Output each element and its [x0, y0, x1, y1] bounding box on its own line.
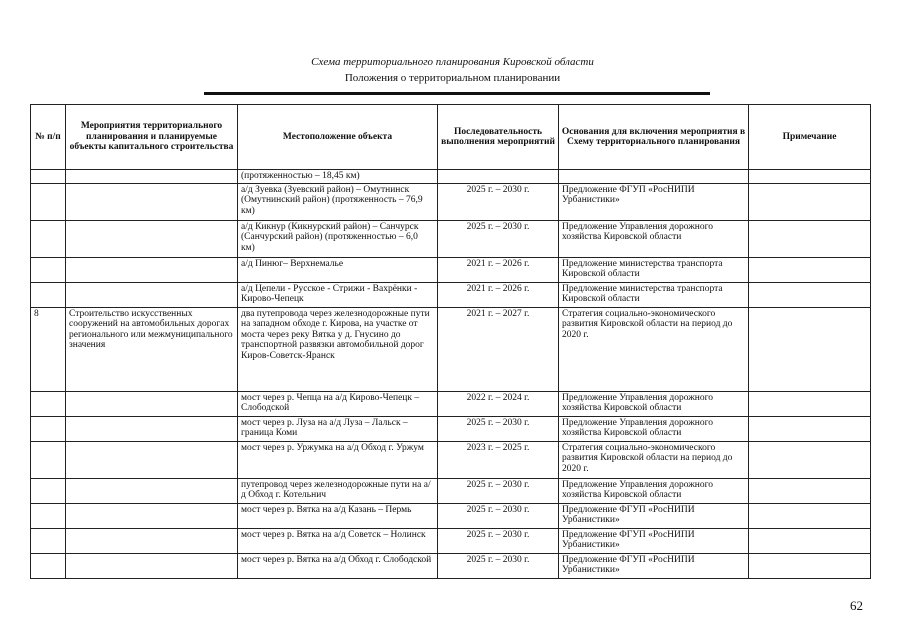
cell-note: [749, 416, 871, 441]
cell-period: 2021 г. – 2027 г.: [438, 307, 559, 391]
cell-location: мост через р. Вятка на а/д Советск – Нолинск: [238, 528, 438, 553]
cell-note: [749, 503, 871, 528]
cell-basis: Предложение ФГУП «РосНИПИ Урбанистики»: [559, 503, 749, 528]
cell-number: [31, 478, 66, 503]
cell-basis: Предложение Управления дорожного хозяйства Кировской области: [559, 391, 749, 416]
cell-activity: [66, 553, 238, 578]
cell-number: [31, 282, 66, 307]
column-header-note: Примечание: [749, 105, 871, 170]
cell-number: [31, 503, 66, 528]
cell-activity: [66, 220, 238, 257]
cell-note: [749, 478, 871, 503]
cell-location: мост через р. Уржумка на а/д Обход г. Уржум: [238, 441, 438, 478]
cell-location: мост через р. Луза на а/д Луза – Лальск – граница Коми: [238, 416, 438, 441]
cell-activity: [66, 391, 238, 416]
table-row: [31, 170, 871, 184]
table-row: [31, 257, 871, 282]
cell-note: [749, 391, 871, 416]
cell-basis: [559, 170, 749, 184]
cell-note: [749, 183, 871, 220]
cell-number: 8: [31, 307, 66, 391]
table-row: [31, 553, 871, 578]
cell-note: [749, 307, 871, 391]
table-row: [31, 503, 871, 528]
cell-basis: Стратегия социально-экономического развития Кировской области на период до 2020 г.: [559, 441, 749, 478]
cell-note: [749, 220, 871, 257]
cell-location: путепровод через железнодорожные пути на а/д Обход г. Котельнич: [238, 478, 438, 503]
cell-basis: Предложение ФГУП «РосНИПИ Урбанистики»: [559, 528, 749, 553]
table-row: [31, 478, 871, 503]
cell-location: а/д Зуевка (Зуевский район) – Омутнинск (Омутнинский район) (протяженность – 76,9 км): [238, 183, 438, 220]
cell-period: 2022 г. – 2024 г.: [438, 391, 559, 416]
cell-number: [31, 257, 66, 282]
table-row: [31, 307, 871, 391]
cell-location: мост через р. Чепца на а/д Кирово-Чепецк – Слободской: [238, 391, 438, 416]
cell-location: мост через р. Вятка на а/д Обход г. Слободской: [238, 553, 438, 578]
cell-number: [31, 528, 66, 553]
cell-period: 2023 г. – 2025 г.: [438, 441, 559, 478]
cell-activity: [66, 441, 238, 478]
cell-number: [31, 416, 66, 441]
cell-period: [438, 170, 559, 184]
cell-location: два путепровода через железнодорожные пути на западном обходе г. Кирова, на участке от моста через реку Вятка у д. Гнусино до транспортной развязки автомобильной дорог Киров-Советск-Яранск: [238, 307, 438, 391]
table-row: [31, 183, 871, 220]
cell-period: 2025 г. – 2030 г.: [438, 220, 559, 257]
cell-basis: Предложение министерства транспорта Кировской области: [559, 282, 749, 307]
cell-location: (протяженностью – 18,45 км): [238, 170, 438, 184]
document-subtitle: Положения о территориальном планировании: [344, 72, 561, 84]
cell-note: [749, 441, 871, 478]
cell-activity: [66, 503, 238, 528]
column-header-period: Последовательность выполнения мероприятий: [438, 105, 559, 170]
cell-activity: [66, 528, 238, 553]
header-rule: [204, 92, 710, 95]
cell-number: [31, 441, 66, 478]
cell-period: 2021 г. – 2026 г.: [438, 257, 559, 282]
table-row: [31, 391, 871, 416]
cell-number: [31, 553, 66, 578]
column-header-number: № п/п: [31, 105, 66, 170]
cell-period: 2025 г. – 2030 г.: [438, 478, 559, 503]
cell-basis: Предложение министерства транспорта Кировской области: [559, 257, 749, 282]
table-row: [31, 282, 871, 307]
cell-number: [31, 220, 66, 257]
cell-note: [749, 553, 871, 578]
cell-period: 2025 г. – 2030 г.: [438, 553, 559, 578]
table-row: [31, 528, 871, 553]
cell-location: а/д Цепели - Русское - Стрижи - Вахрёнки - Кирово-Чепецк: [238, 282, 438, 307]
cell-period: 2025 г. – 2030 г.: [438, 503, 559, 528]
cell-basis: Предложение ФГУП «РосНИПИ Урбанистики»: [559, 183, 749, 220]
cell-location: а/д Пинюг– Верхнемалье: [238, 257, 438, 282]
cell-period: 2025 г. – 2030 г.: [438, 528, 559, 553]
cell-activity: [66, 282, 238, 307]
cell-activity: [66, 170, 238, 184]
cell-period: 2025 г. – 2030 г.: [438, 183, 559, 220]
column-header-basis: Основания для включения мероприятия в Схему территориального планирования: [559, 105, 749, 170]
table-body: [31, 170, 871, 579]
cell-activity: [66, 478, 238, 503]
column-header-location: Местоположение объекта: [238, 105, 438, 170]
cell-location: а/д Кикнур (Кикнурский район) – Санчурск (Санчурский район) (протяженностью – 6,0 км): [238, 220, 438, 257]
cell-number: [31, 391, 66, 416]
cell-period: 2021 г. – 2026 г.: [438, 282, 559, 307]
table-header-row: [31, 105, 871, 170]
cell-note: [749, 170, 871, 184]
cell-activity: [66, 257, 238, 282]
cell-number: [31, 183, 66, 220]
cell-activity: [66, 416, 238, 441]
document-title: Схема территориального планирования Кировской области: [311, 56, 594, 68]
cell-activity: Строительство искусственных сооружений на автомобильных дорогах регионального или межмуниципального значения: [66, 307, 238, 391]
cell-period: 2025 г. – 2030 г.: [438, 416, 559, 441]
table-row: [31, 416, 871, 441]
column-header-activity: Мероприятия территориального планирования и планируемые объекты капитального строительства: [66, 105, 238, 170]
cell-number: [31, 170, 66, 184]
table-row: [31, 441, 871, 478]
planning-table: [30, 104, 871, 579]
table-row: [31, 220, 871, 257]
cell-activity: [66, 183, 238, 220]
cell-note: [749, 257, 871, 282]
cell-basis: Предложение Управления дорожного хозяйства Кировской области: [559, 478, 749, 503]
cell-note: [749, 528, 871, 553]
cell-basis: Предложение Управления дорожного хозяйства Кировской области: [559, 220, 749, 257]
cell-basis: Предложение ФГУП «РосНИПИ Урбанистики»: [559, 553, 749, 578]
cell-location: мост через р. Вятка на а/д Казань – Пермь: [238, 503, 438, 528]
page-number: 62: [850, 598, 863, 613]
cell-basis: Предложение Управления дорожного хозяйства Кировской области: [559, 416, 749, 441]
cell-note: [749, 282, 871, 307]
cell-basis: Стратегия социально-экономического развития Кировской области на период до 2020 г.: [559, 307, 749, 391]
